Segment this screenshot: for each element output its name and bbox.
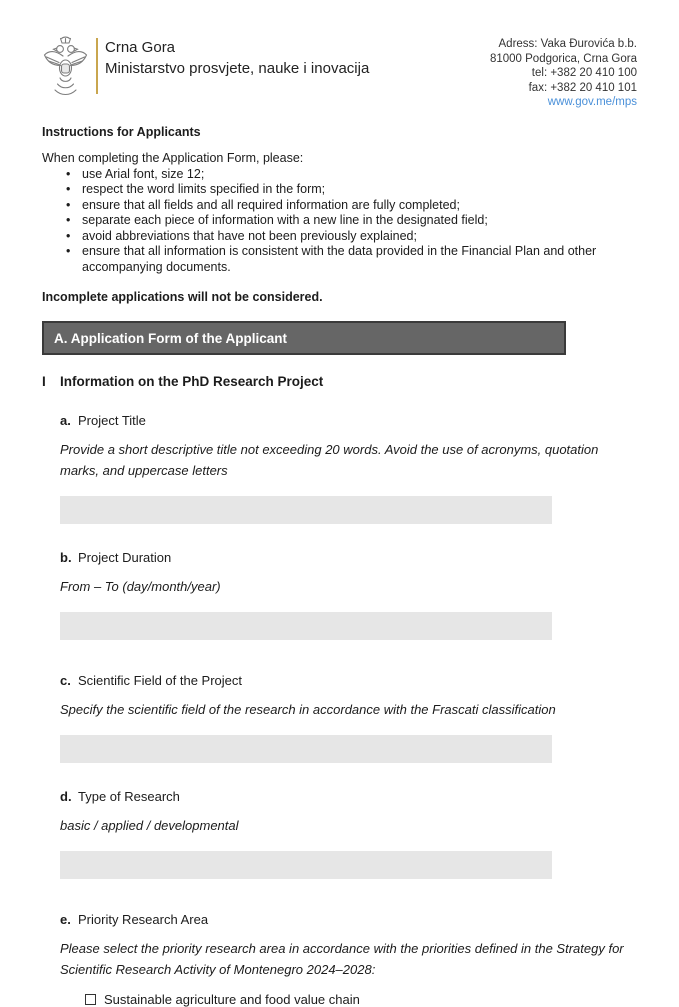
item-label [60, 789, 637, 804]
item-letter: e. [60, 912, 71, 927]
address-line: 81000 Podgorica, Crna Gora [489, 52, 637, 65]
item-letter: d. [60, 789, 72, 804]
montenegro-coat-of-arms-icon [42, 36, 88, 98]
address-line: Adress: Vaka Đurovića b.b. [498, 38, 637, 50]
instructions-bullet-list [42, 167, 637, 276]
form-item-project-title [60, 413, 637, 524]
incomplete-warning: Incomplete applications will not be considered. [42, 290, 323, 304]
address-block [490, 36, 637, 110]
document-header [42, 36, 637, 110]
item-label [60, 550, 637, 565]
item-hint: basic / applied / developmental [60, 818, 239, 833]
bullet-item: • avoid abbreviations that have not been previously explained; [42, 229, 637, 245]
research-type-field[interactable] [60, 851, 552, 879]
project-duration-field[interactable] [60, 612, 552, 640]
item-hint: Provide a short descriptive title not exceeding 20 words. Avoid the use of acronyms, quotation marks, and uppercase letters [60, 442, 599, 478]
ministry-name-block [105, 36, 369, 79]
gold-divider [96, 38, 98, 94]
bullet-item: • respect the word limits specified in the form; [42, 182, 637, 198]
section-title: Information on the PhD Research Project [60, 374, 324, 389]
item-title: Priority Research Area [78, 912, 209, 927]
bullet-item: • use Arial font, size 12; [42, 167, 637, 183]
item-hint: Please select the priority research area in accordance with the priorities defined in the Strategy for Scientific Research Activity of Montenegro 2024–2028: [60, 941, 624, 977]
ministry-name: Ministarstvo prosvjete, nauke i inovacija [105, 60, 370, 77]
item-label [60, 413, 637, 428]
item-title: Project Title [78, 413, 146, 428]
section-numeral: I [42, 374, 46, 389]
item-title: Scientific Field of the Project [78, 673, 243, 688]
phone-line: tel: +382 20 410 100 [531, 67, 637, 79]
item-label [60, 673, 637, 688]
item-letter: b. [60, 550, 72, 565]
item-letter: c. [60, 673, 71, 688]
item-letter: a. [60, 413, 71, 428]
priority-checkbox[interactable] [85, 994, 96, 1005]
scientific-field-field[interactable] [60, 735, 552, 763]
section-1-heading [42, 374, 637, 389]
priority-checkbox-label: Sustainable agriculture and food value chain [104, 992, 360, 1007]
website-link[interactable]: www.gov.me/mps [547, 96, 637, 108]
bullet-item: • separate each piece of information with a new line in the designated field; [42, 213, 637, 229]
section-a-banner [42, 321, 566, 355]
fax-line: fax: +382 20 410 101 [528, 81, 637, 94]
project-title-field[interactable] [60, 496, 552, 524]
item-hint: Specify the scientific field of the research in accordance with the Frascati classification [60, 702, 556, 717]
item-label [60, 912, 637, 927]
item-hint: From – To (day/month/year) [60, 579, 221, 594]
section-a-banner-label: A. Application Form of the Applicant [54, 330, 287, 346]
bullet-item: • ensure that all fields and all required information are fully completed; [42, 198, 637, 214]
instructions-title: Instructions for Applicants [42, 124, 201, 139]
instructions-intro: When completing the Application Form, please: [42, 150, 304, 165]
item-title: Type of Research [78, 789, 180, 804]
form-item-project-duration [60, 550, 637, 640]
ministry-brand [42, 36, 369, 98]
form-item-research-type [60, 789, 637, 879]
item-title: Project Duration [78, 550, 172, 565]
country-name: Crna Gora [105, 39, 176, 56]
bullet-item: • ensure that all information is consistent with the data provided in the Financial Plan and other accompanying documents. [42, 244, 637, 275]
priority-option-row [85, 992, 637, 1007]
form-item-scientific-field [60, 673, 637, 763]
